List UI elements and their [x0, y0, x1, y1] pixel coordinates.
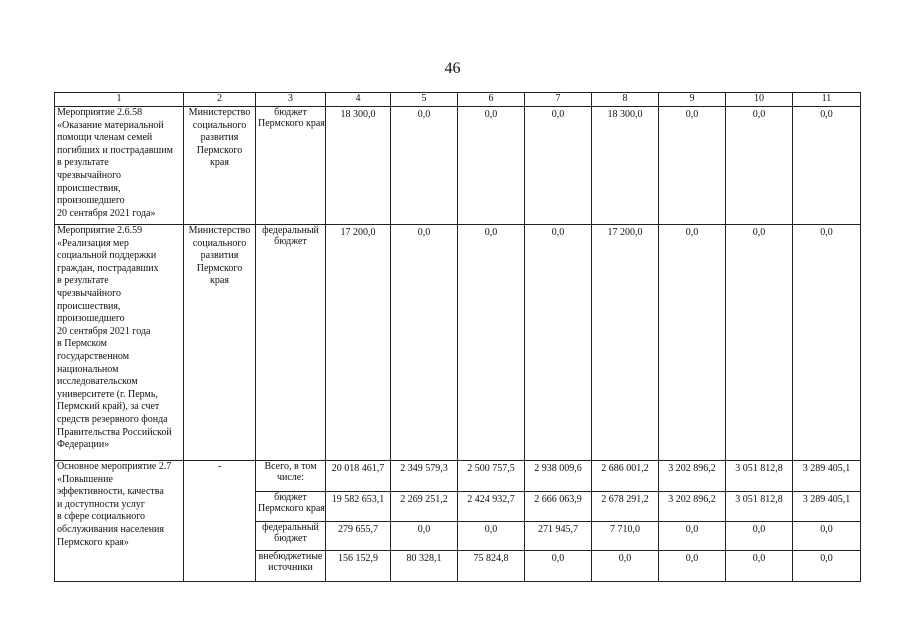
amount-cell: 3 051 812,8 [726, 492, 793, 522]
event-name-line: и доступности услуг [57, 498, 146, 510]
column-number: 3 [256, 93, 326, 107]
event-name-line: Мероприятие 2.6.59 [57, 225, 143, 236]
event-name-line: граждан, пострадавших [57, 262, 159, 274]
event-name-line: Мероприятие 2.6.58 [57, 107, 143, 118]
amount-cell: 2 424 932,7 [458, 492, 525, 522]
event-name-line: «Оказание материальной [57, 119, 164, 131]
amount-cell: 279 655,7 [326, 522, 391, 551]
amount-cell: 0,0 [726, 551, 793, 582]
table-row [55, 225, 861, 461]
amount-cell: 3 202 896,2 [659, 492, 726, 522]
event-name-line: в результате [57, 157, 109, 169]
executor-line: - [217, 461, 222, 472]
event-name-line: университете (г. Пермь, [57, 388, 158, 400]
event-name-line: помощи членам семей [57, 132, 153, 144]
amount-cell: 2 666 063,9 [525, 492, 592, 522]
funding-source-cell [256, 107, 326, 225]
amount-cell: 0,0 [659, 225, 726, 461]
column-number: 2 [184, 93, 256, 107]
amount-cell: 0,0 [793, 225, 861, 461]
column-number: 4 [326, 93, 391, 107]
event-name-line: Правительства Российской [57, 426, 172, 438]
executor-cell [184, 107, 256, 225]
event-name-line: погибших и пострадавшим [57, 144, 173, 156]
funding-source-line: федеральный [262, 522, 319, 533]
amount-cell: 2 500 757,5 [458, 461, 525, 492]
amount-cell: 271 945,7 [525, 522, 592, 551]
amount-cell: 18 300,0 [592, 107, 659, 225]
amount-cell: 2 686 001,2 [592, 461, 659, 492]
event-name-line: чрезвычайного [57, 287, 122, 299]
amount-cell: 0,0 [659, 551, 726, 582]
amount-cell: 0,0 [458, 522, 525, 551]
amount-cell: 156 152,9 [326, 551, 391, 582]
executor-line: развития [200, 250, 239, 262]
column-number: 5 [391, 93, 458, 107]
event-name-line: Основное мероприятие 2.7 [57, 461, 172, 472]
column-number: 7 [525, 93, 592, 107]
table-row [55, 461, 861, 492]
amount-cell: 7 710,0 [592, 522, 659, 551]
funding-source-cell [256, 492, 326, 522]
event-name-line: средств резервного фонда [57, 413, 168, 425]
executor-line: края [210, 275, 229, 287]
amount-cell: 0,0 [592, 551, 659, 582]
event-name-cell [55, 107, 184, 225]
amount-cell: 18 300,0 [326, 107, 391, 225]
executor-line: Пермского [196, 144, 243, 156]
amount-cell: 0,0 [458, 107, 525, 225]
page-number: 46 [444, 60, 461, 77]
executor-line: развития [200, 132, 239, 144]
event-name-line: происшествия, [57, 300, 121, 312]
executor-line: социального [192, 119, 247, 131]
event-name-line: чрезвычайного [57, 169, 122, 181]
funding-source-line: Пермского края [258, 118, 325, 130]
event-name-line: исследовательском [57, 376, 138, 388]
funding-source-cell [256, 522, 326, 551]
column-number: 8 [592, 93, 659, 107]
amount-cell: 3 289 405,1 [793, 492, 861, 522]
amount-cell: 0,0 [458, 225, 525, 461]
event-name-line: «Реализация мер [57, 237, 129, 249]
event-name-line: происшествия, [57, 182, 121, 194]
amount-cell: 17 200,0 [592, 225, 659, 461]
event-name-line: социальной поддержки [57, 250, 157, 262]
funding-source-line: бюджет [274, 236, 307, 248]
funding-source-line: внебюджетные [258, 551, 323, 562]
column-number: 10 [726, 93, 793, 107]
amount-cell: 0,0 [391, 522, 458, 551]
amount-cell: 2 269 251,2 [391, 492, 458, 522]
event-name-line: в Пермском [57, 338, 107, 350]
amount-cell: 0,0 [525, 107, 592, 225]
amount-cell: 2 678 291,2 [592, 492, 659, 522]
amount-cell: 0,0 [391, 225, 458, 461]
amount-cell: 0,0 [391, 107, 458, 225]
funding-source-cell [256, 461, 326, 492]
funding-source-line: источники [268, 562, 313, 574]
column-number: 9 [659, 93, 726, 107]
executor-line: Министерство [188, 225, 251, 236]
event-name-line: государственном [57, 350, 130, 362]
amount-cell: 0,0 [525, 225, 592, 461]
amount-cell: 3 289 405,1 [793, 461, 861, 492]
column-number-row [55, 93, 861, 107]
amount-cell: 0,0 [793, 522, 861, 551]
event-name-line: Пермского края» [57, 536, 129, 548]
event-name-line: в сфере социального [57, 511, 146, 523]
funding-source-line: федеральный [262, 225, 319, 236]
executor-line: Пермского [196, 262, 243, 274]
event-name-line: обслуживания населения [57, 523, 164, 535]
amount-cell: 0,0 [659, 107, 726, 225]
amount-cell: 2 938 009,6 [525, 461, 592, 492]
amount-cell: 75 824,8 [458, 551, 525, 582]
executor-cell [184, 225, 256, 461]
executor-cell [184, 461, 256, 582]
event-name-line: эффективности, качества [57, 486, 164, 498]
executor-line: социального [192, 237, 247, 249]
event-name-line: в результате [57, 275, 109, 287]
amount-cell: 17 200,0 [326, 225, 391, 461]
amount-cell: 19 582 653,1 [326, 492, 391, 522]
amount-cell: 0,0 [726, 107, 793, 225]
column-number: 11 [793, 93, 861, 107]
amount-cell: 2 349 579,3 [391, 461, 458, 492]
amount-cell: 0,0 [793, 107, 861, 225]
funding-source-line: бюджет [274, 533, 307, 545]
funding-source-cell [256, 551, 326, 582]
funding-source-line: Пермского края [258, 503, 325, 515]
amount-cell: 0,0 [659, 522, 726, 551]
executor-line: Министерство [188, 107, 251, 118]
funding-source-cell [256, 225, 326, 461]
event-name-line: произошедшего [57, 313, 125, 325]
funding-source-line: бюджет [274, 107, 307, 118]
table-row [55, 107, 861, 225]
event-name-cell [55, 461, 184, 582]
amount-cell: 0,0 [726, 522, 793, 551]
amount-cell: 20 018 461,7 [326, 461, 391, 492]
event-name-line: 20 сентября 2021 года» [57, 207, 156, 219]
column-number: 6 [458, 93, 525, 107]
funding-source-line: бюджет [274, 492, 307, 503]
event-name-line: Пермский край), за счет [57, 401, 160, 413]
budget-table [54, 92, 861, 582]
event-name-line: национальном [57, 363, 119, 375]
amount-cell: 0,0 [793, 551, 861, 582]
event-name-line: Федерации» [57, 439, 110, 451]
event-name-line: 20 сентября 2021 года [57, 325, 151, 337]
amount-cell: 0,0 [726, 225, 793, 461]
event-name-line: произошедшего [57, 195, 125, 207]
funding-source-line: Всего, в том [264, 461, 317, 472]
column-number: 1 [55, 93, 184, 107]
event-name-line: «Повышение [57, 473, 113, 485]
amount-cell: 80 328,1 [391, 551, 458, 582]
amount-cell: 3 202 896,2 [659, 461, 726, 492]
amount-cell: 3 051 812,8 [726, 461, 793, 492]
amount-cell: 0,0 [525, 551, 592, 582]
event-name-cell [55, 225, 184, 461]
executor-line: края [210, 157, 229, 169]
funding-source-line: числе: [276, 472, 305, 484]
